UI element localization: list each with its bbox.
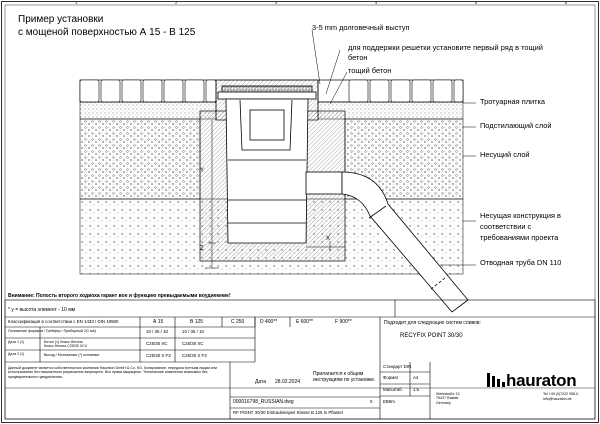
left-note-2: Дата 2 (1) [8,352,25,356]
unit-value: EB9m [383,399,395,404]
systems-subtitle: Подходит для следующих систем сливов: [384,320,481,326]
remark: Прилагается к общим инструкциям по установке. [313,371,376,383]
scale-value: 1:5 [413,387,420,392]
scale-label: Масштаб [383,387,402,392]
label-outlet: Отводная труба DN 110 [480,258,562,267]
svg-text:5: 5 [475,0,478,5]
svg-text:3: 3 [275,0,278,5]
dim-z: Z [200,246,204,252]
load-row-label: Классификация в соответствии с EN 1433 / DIN 19580 [8,319,119,324]
row4-a15: C25/30 X F3 [146,353,171,358]
footnote: * y = высота элемент - 10 мм [8,307,76,313]
row3-label: Бетон (1) Класс бетона [44,340,83,344]
load-class-b125: В 125 [190,319,204,325]
row4-label: Выход / Монтажные (*) основные [44,353,100,357]
load-class-a15: А 15 [153,319,164,325]
load-class-d400: D 400** [260,319,278,325]
bedding-layer [80,102,216,119]
svg-text:1: 1 [75,0,78,5]
left-note-1: Дата 1 (1) [8,340,25,344]
label-base: Несущий слой [480,150,530,159]
row2-b125: 10 / 35 / 10 [182,329,204,334]
svg-text:2: 2 [175,0,178,5]
row3-a15: C25/30 XC [146,341,168,346]
sheet-number: 0 [370,399,373,404]
row4-b125: C25/30 X F3 [182,353,207,358]
date-label: Дата [255,379,267,385]
row2-label: Положение формата / Грейфер / Приборный 2(1 мА) [8,329,97,333]
format-label: Формат [383,375,399,380]
label-first-row-line1: для поддержки решетки установите первый ряд в тощий [348,43,543,52]
company-address: Werkstraße 13 76437 Rastatt Germany [436,392,460,405]
dim-y: Y [200,168,205,174]
frame-ticks [75,0,568,5]
filename: 000016798_RUSSIAN.dwg [233,399,294,405]
dim-x: X [326,236,331,242]
svg-text:6: 6 [565,0,568,5]
row2-a15: 10 / 35 / 10 [146,329,168,334]
row3-b125: C25/30 XC [182,341,204,346]
hauraton-logo-icon [487,373,505,387]
company-phone: Tel +49 (0)7222 958-0 [543,392,579,396]
drawing-title-line1: Пример установки [18,14,104,25]
warning-note: Внимание: Полость второго ходвоха гарант вое и функцию превыдаемыми воудиемние! [8,293,231,299]
base-layer [80,119,200,199]
label-paving: Тротуарная плитка [480,97,546,106]
label-structure-line3: требованиями проекта [480,233,559,242]
load-class-f900: F 900** [335,319,352,325]
disclaimer: Данный документ является собственностью компании Hauraton GmbH & Co. KG. Копирование, передача третьим лицам или использование без письменного разрешения запрещено. Все права защищены. Технические изменения возможны без предварительного уведомления. [8,366,218,379]
standard-label: Стандарт DIN [383,364,412,369]
product-name: RECYFIX POINT 30/30 [400,333,463,339]
label-lean-concrete: тощий бетон [348,66,392,75]
format-value: A4 [413,375,419,380]
drawing-name: RF POINT 30/30 Einbaubeispiel Klasse B 125 in Pflaster [233,410,344,415]
row3-extra: Класс бетона C25/30 XC4 [44,344,87,348]
svg-text:4: 4 [375,0,378,5]
label-first-row-line2: бетон [348,53,368,62]
label-structure-line1: Несущая конструкция в [480,211,561,220]
title-block-grid [5,300,595,419]
load-class-c250: C 250 [231,319,245,325]
date-value: 28.02.2024 [275,379,301,385]
label-structure-line2: соответствии с [480,222,532,231]
company-email: info@hauraton.de [543,397,572,401]
company-logo: hauraton [506,371,577,390]
drawing-title-line2: с мощеной поверхностью А 15 - В 125 [18,27,196,38]
label-bedding: Подстилающий слой [480,121,552,130]
label-protrusion: 3-5 mm долговечный выступ [312,23,410,32]
load-class-e600: E 600** [296,319,313,325]
